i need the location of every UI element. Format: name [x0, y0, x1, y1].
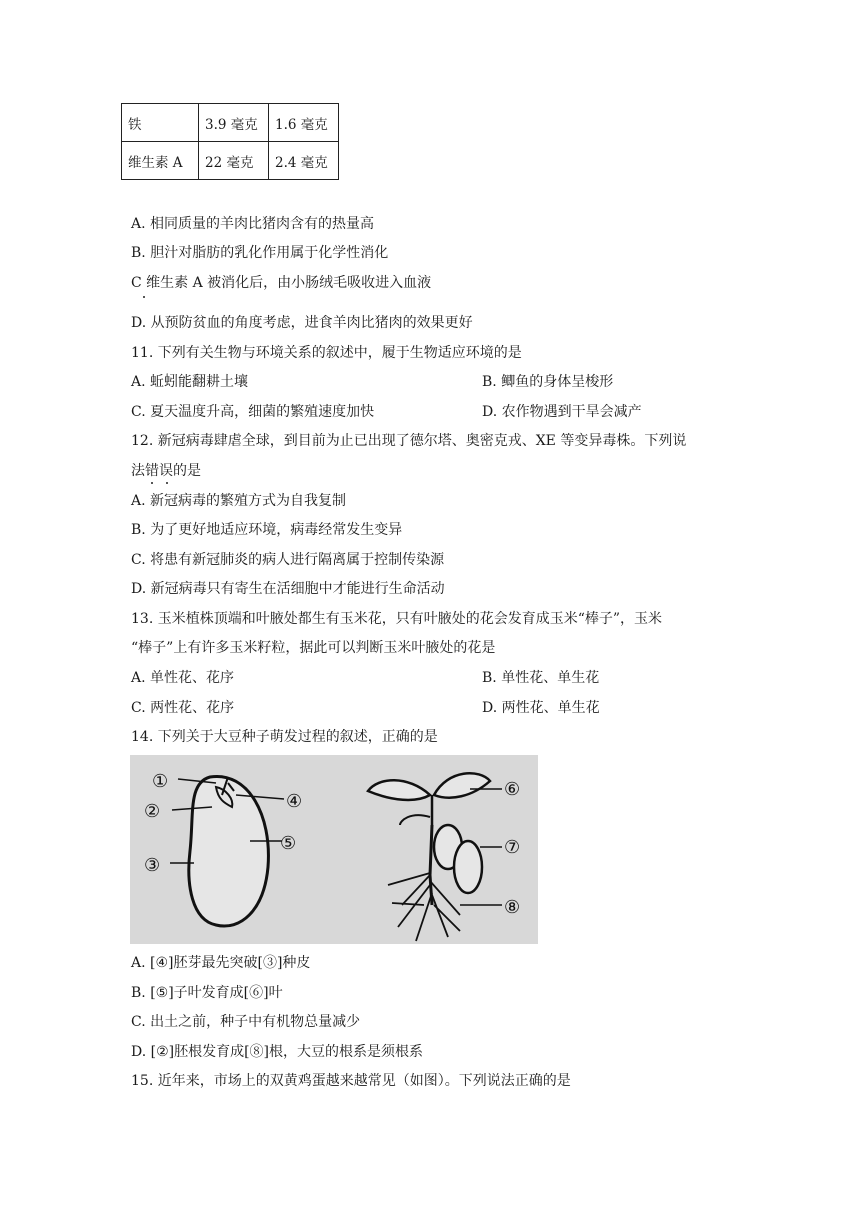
q14-stem: 14. 下列关于大豆种子萌发过程的叙述，正确的是 — [131, 729, 438, 745]
table-cell: 3.9 毫克 — [199, 104, 269, 142]
q13-option-c: C. 两性花、花序 — [131, 700, 235, 716]
table-cell: 铁 — [122, 104, 199, 142]
q13-stem-line1: 13. 玉米植株顶端和叶腋处都生有玉米花，只有叶腋处的花会发育成玉米“棒子”，玉米 — [131, 611, 663, 627]
q12-option-c: C. 将患有新冠肺炎的病人进行隔离属于控制传染源 — [131, 552, 445, 568]
q14-option-d: D. [②]胚根发育成[⑧]根，大豆的根系是须根系 — [131, 1044, 424, 1060]
figure-label: ① — [152, 771, 169, 792]
figure-label: ⑧ — [504, 897, 521, 918]
q12-option-b: B. 为了更好地适应环境，病毒经常发生变异 — [131, 522, 403, 538]
table-cell: 2.4 毫克 — [269, 142, 339, 180]
nutrition-table — [121, 103, 339, 180]
q10-option-b: B. 胆汁对脂肪的乳化作用属于化学性消化 — [131, 245, 389, 261]
q10-option-a: A. 相同质量的羊肉比猪肉含有的热量高 — [131, 216, 375, 232]
q11-option-a: A. 蚯蚓能翻耕土壤 — [131, 374, 249, 390]
q11-option-d: D. 农作物遇到干旱会减产 — [482, 404, 642, 420]
q13-stem-line2: “棒子”上有许多玉米籽粒，据此可以判断玉米叶腋处的花是 — [131, 640, 496, 656]
emphasis-dot — [166, 482, 168, 484]
q14-option-b: B. [⑤]子叶发育成[⑥]叶 — [131, 985, 283, 1001]
table-cell: 维生素 A — [122, 142, 199, 180]
q12-stem-line1: 12. 新冠病毒肆虐全球，到目前为止已出现了德尔塔、奥密克戎、XE 等变异毒株。下列说 — [131, 433, 687, 449]
q12-stem-line2: 法错误的是 — [131, 463, 201, 479]
q11-option-c: C. 夏天温度升高，细菌的繁殖速度加快 — [131, 404, 375, 420]
q12-option-a: A. 新冠病毒的繁殖方式为自我复制 — [131, 493, 347, 509]
table-cell: 1.6 毫克 — [269, 104, 339, 142]
q14-option-a: A. [④]胚芽最先突破[③]种皮 — [131, 955, 311, 971]
figure-label: ⑤ — [280, 833, 297, 854]
q14-option-c: C. 出土之前，种子中有机物总量减少 — [131, 1014, 361, 1030]
emphasis-dot — [143, 296, 145, 298]
emphasis-dot — [151, 482, 153, 484]
table-row — [122, 104, 339, 142]
q10-option-c: C 维生素 A 被消化后，由小肠绒毛吸收进入血液 — [131, 275, 432, 291]
seed-germination-illustration — [130, 755, 538, 944]
q10-option-d: D. 从预防贫血的角度考虑，进食羊肉比猪肉的效果更好 — [131, 315, 473, 331]
figure-label: ④ — [286, 791, 303, 812]
table-cell: 22 毫克 — [199, 142, 269, 180]
figure-label: ⑦ — [504, 837, 521, 858]
figure-label: ② — [144, 801, 161, 822]
figure-label: ③ — [144, 855, 161, 876]
q15-stem: 15. 近年来，市场上的双黄鸡蛋越来越常见（如图）。下列说法正确的是 — [131, 1073, 571, 1089]
table-row — [122, 142, 339, 180]
figure-label: ⑥ — [504, 779, 521, 800]
q13-option-a: A. 单性花、花序 — [131, 670, 235, 686]
q12-option-d: D. 新冠病毒只有寄生在活细胞中才能进行生命活动 — [131, 581, 445, 597]
q11-stem: 11. 下列有关生物与环境关系的叙述中，履于生物适应环境的是 — [131, 345, 522, 361]
q13-option-b: B. 单性花、单生花 — [482, 670, 600, 686]
q13-option-d: D. 两性花、单生花 — [482, 700, 600, 716]
q11-option-b: B. 鲫鱼的身体呈梭形 — [482, 374, 614, 390]
seed-germination-figure — [130, 755, 538, 944]
